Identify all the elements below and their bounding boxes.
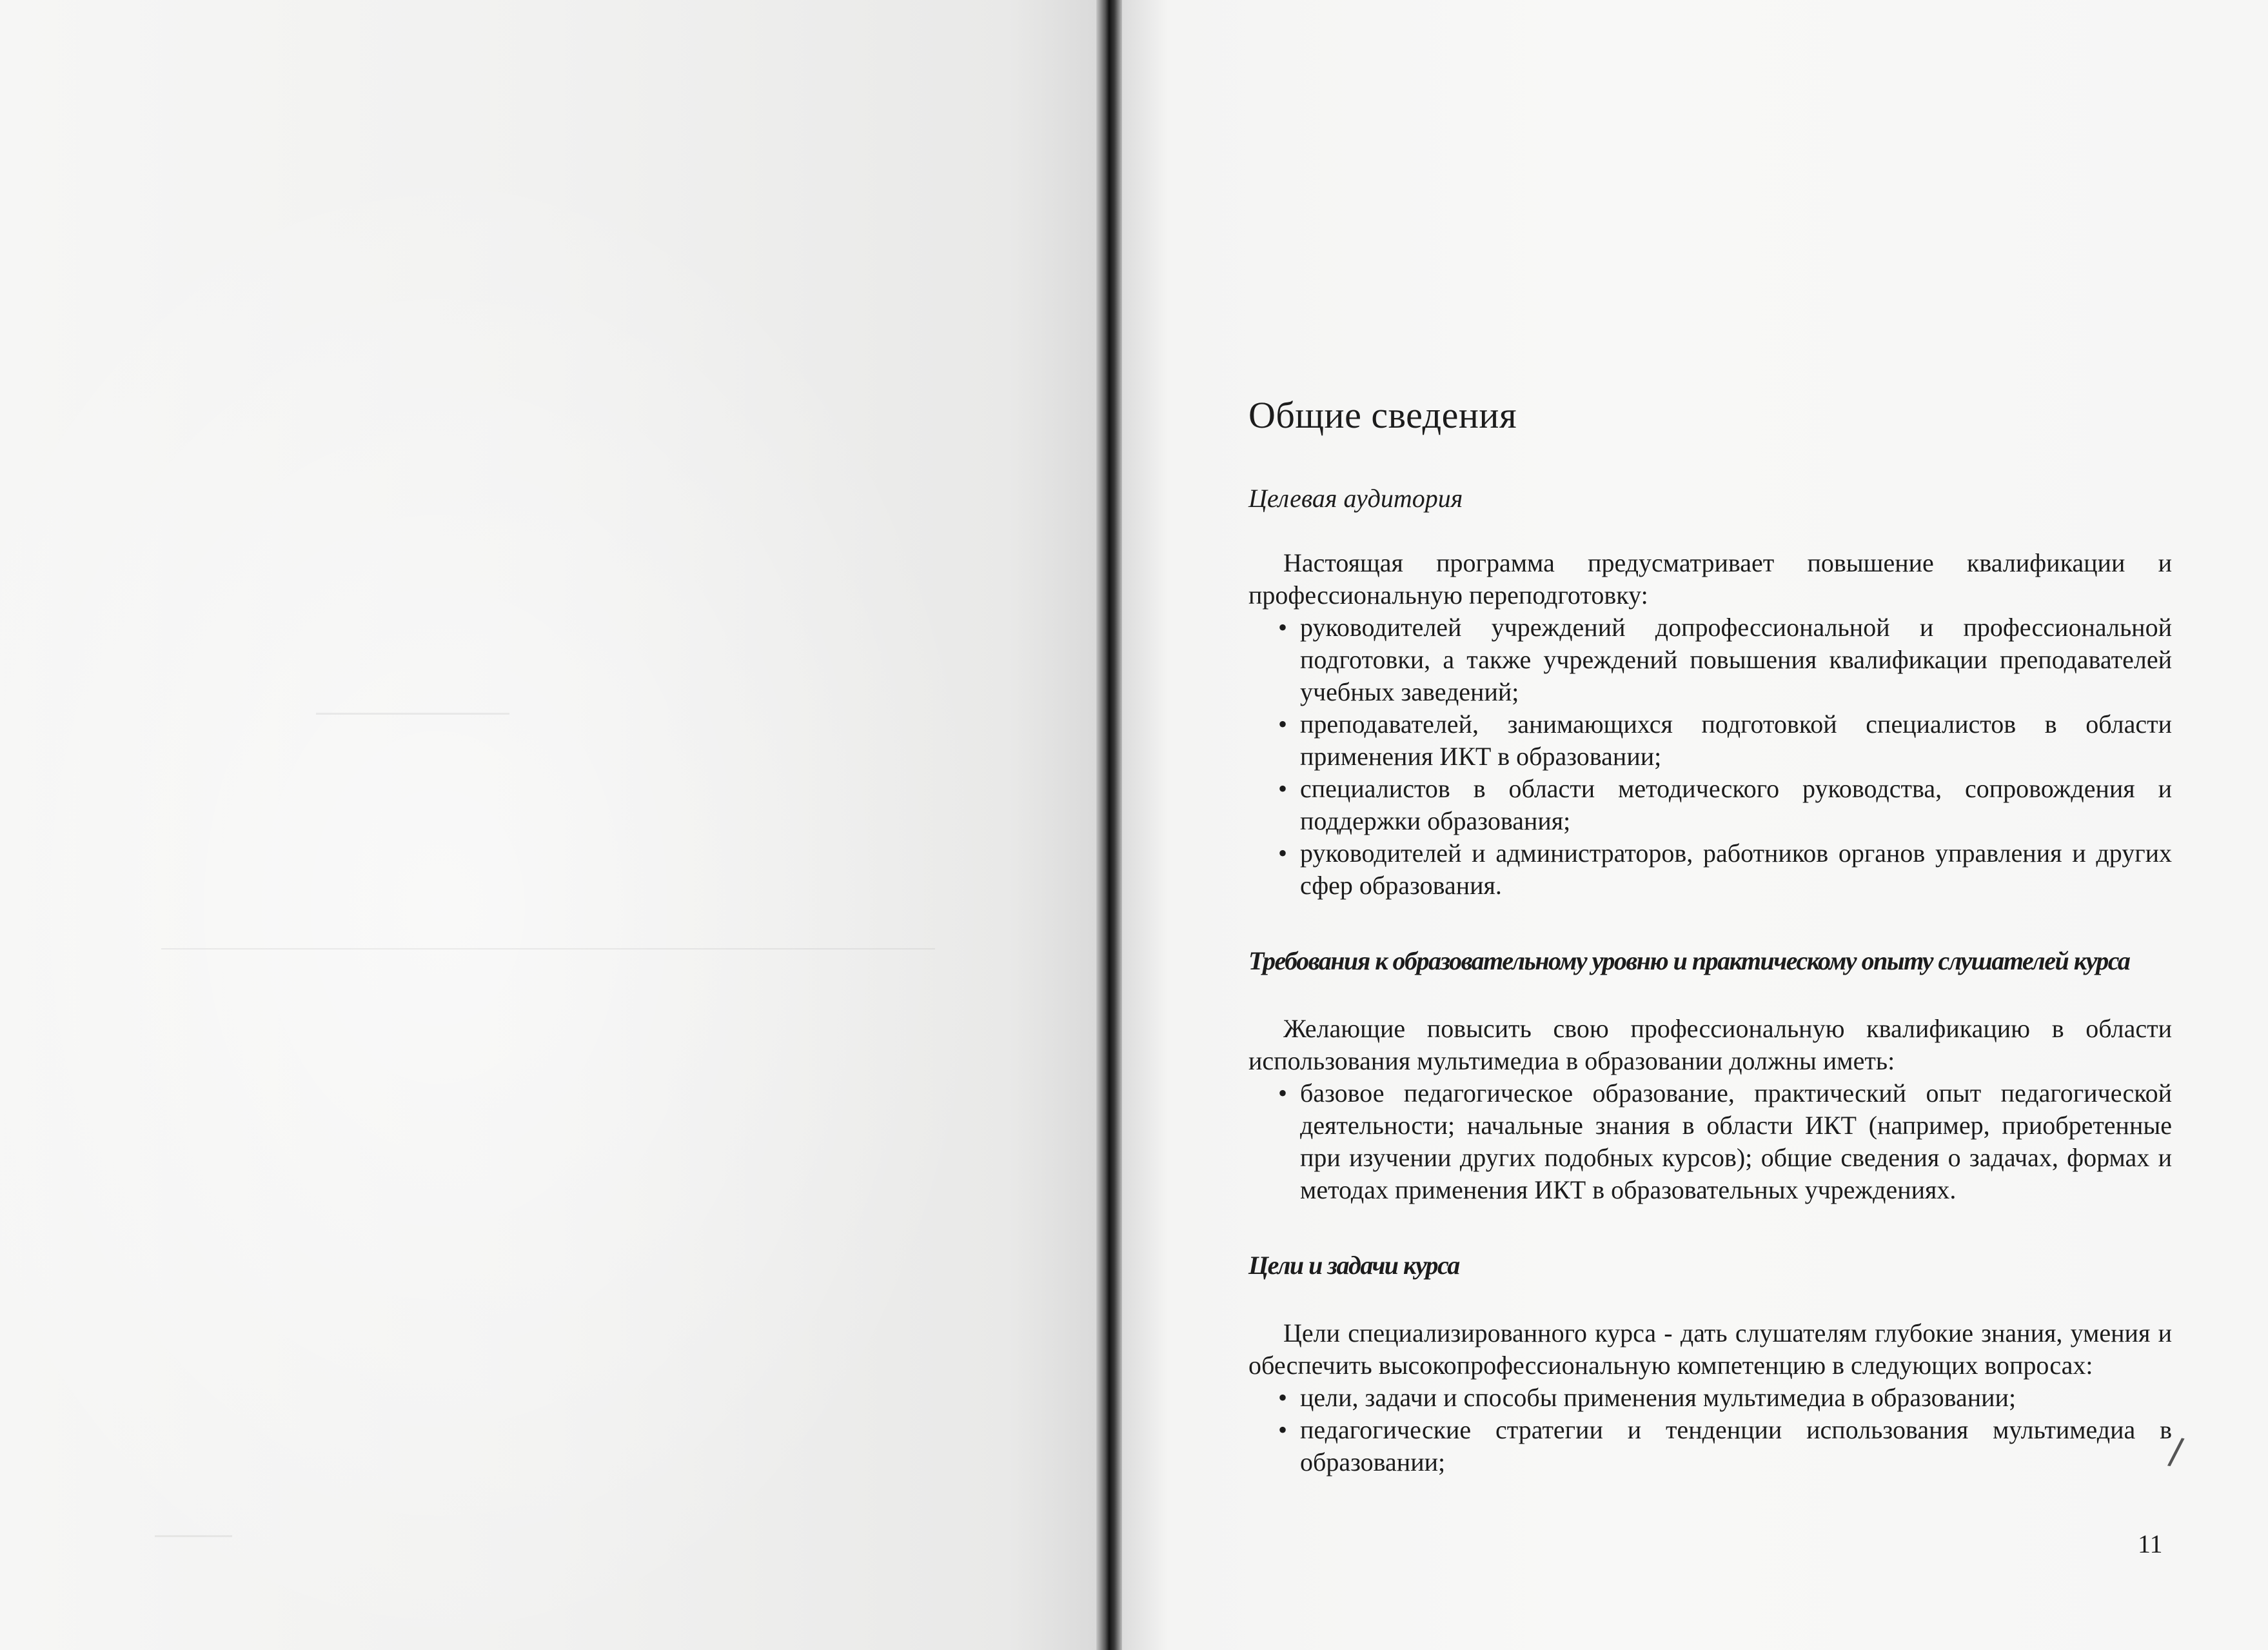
pencil-check-mark-icon: / <box>2166 1429 2186 1474</box>
page-heading: Общие сведения <box>1248 394 1517 436</box>
list-item: • базовое педагогическое образование, практический опыт педагогической деятельности; начальные знания в области ИКТ (например, приобретенные при изучении других подобных курсов); общие сведения о задачах, формах и методах применения ИКТ в образовательных учреждениях. <box>1278 1078 2172 1204</box>
bullet-list <box>1248 611 2172 902</box>
section-title: Целевая аудитория <box>1248 484 1463 513</box>
section-goals <box>1248 1247 2172 1478</box>
bullet-icon: • <box>1278 1078 1288 1108</box>
right-page <box>1122 0 2268 1650</box>
list-item: • руководителей и администраторов, работников органов управления и других сфер образования. <box>1278 839 2172 900</box>
list-item: • педагогические стратегии и тенденции использования мультимедиа в образовании; <box>1278 1415 2172 1476</box>
page-number: 11 <box>2138 1529 2163 1558</box>
section-requirements <box>1248 943 2172 1206</box>
list-item: • цели, задачи и способы применения мультимедиа в образовании; <box>1300 1382 2172 1414</box>
section-title: Требования к образовательному уровню и практическому опыту слушателей курса <box>1248 946 2130 975</box>
section-title: Цели и задачи курса <box>1248 1251 1459 1280</box>
show-through-mark <box>316 713 509 715</box>
bullet-list <box>1248 1382 2172 1478</box>
list-item: • преподавателей, занимающихся подготовкой специалистов в области применения ИКТ в образовании; <box>1278 710 2172 771</box>
show-through-mark <box>155 1535 232 1537</box>
book-spine-gutter <box>1096 0 1122 1650</box>
section-intro: Цели специализированного курса - дать слушателям глубокие знания, умения и обеспечить высокопрофессиональную компетенцию в следующих вопросах: <box>1248 1318 2172 1380</box>
show-through-mark <box>161 948 935 949</box>
section-intro: Настоящая программа предусматривает повышение квалификации и профессиональную переподготовку: <box>1248 548 2172 610</box>
bullet-list <box>1248 1077 2172 1206</box>
bullet-icon: • <box>1278 839 1288 868</box>
list-item: • специалистов в области методического руководства, сопровождения и поддержки образования; <box>1278 774 2172 835</box>
left-page-blank <box>0 0 1096 1650</box>
section-intro: Желающие повысить свою профессиональную квалификацию в области использования мультимедиа в образовании должны иметь: <box>1248 1014 2172 1075</box>
bullet-icon: • <box>1278 613 1288 642</box>
bullet-icon: • <box>1278 1383 1288 1412</box>
page-content <box>1248 393 2172 1478</box>
section-target-audience <box>1248 483 2172 902</box>
bullet-icon: • <box>1278 774 1288 803</box>
list-item: • руководителей учреждений допрофессиональной и профессиональной подготовки, а также учреждений повышения квалификации преподавателей учебных заведений; <box>1278 613 2172 706</box>
bullet-icon: • <box>1278 1415 1288 1444</box>
bullet-icon: • <box>1278 710 1288 739</box>
